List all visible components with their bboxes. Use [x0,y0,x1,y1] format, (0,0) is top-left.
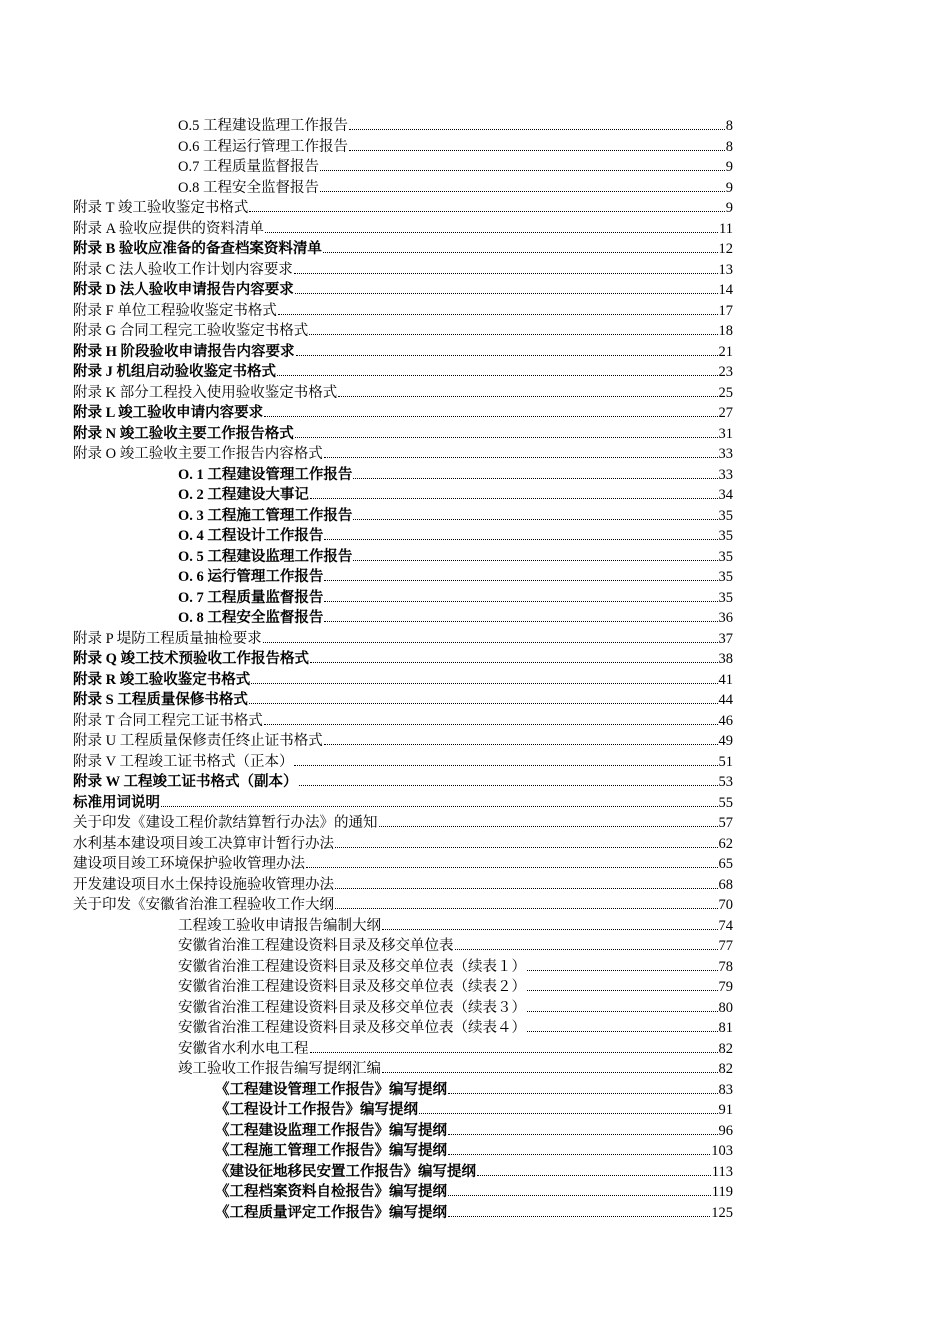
toc-dot-leader [251,683,717,684]
toc-entry-title: 附录 H 阶段验收申请报告内容要求 [73,343,295,360]
toc-entry-page-number: 44 [718,692,733,708]
toc-entry-title: O.5 工程建设监理工作报告 [178,118,348,134]
toc-entry-title: O.6 工程运行管理工作报告 [178,138,348,155]
toc-entry-page-number: 62 [718,835,733,852]
toc-entry[interactable] [73,813,733,834]
toc-entry-page-number: 35 [718,569,733,585]
toc-entry-title: 附录 S 工程质量保修书格式 [73,692,248,708]
toc-entry-title: 《建设征地移民安置工作报告》编写提纲 [215,1163,476,1180]
toc-entry-page-number: 82 [718,1040,733,1057]
toc-dot-leader [527,1031,718,1032]
toc-dot-leader [309,334,717,335]
toc-entry-title: O. 1 工程建设管理工作报告 [178,466,353,483]
toc-entry[interactable] [73,936,733,957]
toc-dot-leader [277,375,718,376]
toc-dot-leader [324,580,717,581]
toc-dot-leader [294,765,717,766]
toc-entry-title: 安徽省治淮工程建设资料目录及移交单位表 [178,938,454,954]
toc-entry-title: 附录 N 竣工验收主要工作报告格式 [73,425,294,442]
toc-dot-leader [349,129,725,130]
toc-entry[interactable] [73,1018,733,1039]
toc-entry[interactable] [73,1162,733,1183]
toc-entry-title: 安徽省治淮工程建设资料目录及移交单位表（续表３） [178,999,526,1016]
toc-dot-leader [306,867,718,868]
toc-entry[interactable] [73,731,733,752]
toc-entry-page-number: 9 [725,179,733,196]
toc-dot-leader [527,990,718,991]
toc-entry-page-number: 83 [718,1081,733,1098]
toc-dot-leader [382,929,718,930]
toc-entry-title: 安徽省治淮工程建设资料目录及移交单位表（续表１） [178,958,526,975]
toc-entry[interactable] [73,485,733,506]
toc-entry-page-number: 51 [718,753,733,770]
toc-entry-page-number: 21 [718,343,733,360]
toc-dot-leader [527,1011,718,1012]
toc-entry[interactable] [73,895,733,916]
toc-entry-title: 附录 R 竣工验收鉴定书格式 [73,671,251,688]
toc-entry-title: 安徽省治淮工程建设资料目录及移交单位表（续表４） [178,1020,526,1036]
toc-entry[interactable] [73,1141,733,1162]
toc-entry-title: 附录 T 合同工程完工证书格式 [73,712,263,729]
toc-entry-title: O.8 工程安全监督报告 [178,179,319,196]
toc-entry[interactable] [73,526,733,547]
toc-entry[interactable] [73,649,733,670]
toc-entry-page-number: 41 [718,671,733,688]
toc-entry-title: O. 3 工程施工管理工作报告 [178,507,353,524]
toc-entry-title: 《工程档案资料自检报告》编写提纲 [215,1184,447,1200]
toc-entry[interactable] [73,567,733,588]
toc-entry-page-number: 35 [718,548,733,565]
toc-entry[interactable] [73,342,733,363]
toc-entry[interactable] [73,383,733,404]
toc-entry-title: 标准用词说明 [73,794,160,811]
toc-entry-page-number: 68 [718,876,733,893]
toc-dot-leader [448,1154,710,1155]
toc-dot-leader [265,232,718,233]
toc-entry[interactable] [73,957,733,978]
toc-entry-page-number: 34 [718,487,733,503]
toc-entry-page-number: 81 [718,1020,733,1036]
toc-dot-leader [448,1093,718,1094]
toc-entry[interactable] [73,362,733,383]
toc-entry-title: 附录 A 验收应提供的资料清单 [73,220,264,237]
toc-entry-page-number: 57 [718,815,733,831]
toc-entry-page-number: 70 [718,897,733,913]
toc-entry-page-number: 103 [711,1143,733,1159]
toc-entry-title: 《工程建设管理工作报告》编写提纲 [215,1081,447,1098]
toc-entry[interactable] [73,1100,733,1121]
toc-dot-leader [382,1072,718,1073]
toc-entry-title: 附录 V 工程竣工证书格式（正本） [73,753,294,770]
toc-entry-title: 水利基本建设项目竣工决算审计暂行办法 [73,835,334,852]
toc-entry-title: 《工程质量评定工作报告》编写提纲 [215,1204,447,1221]
toc-dot-leader [249,211,724,212]
toc-dot-leader [448,1195,711,1196]
toc-entry-title: 附录 P 堤防工程质量抽检要求 [73,630,262,647]
toc-entry[interactable] [73,977,733,998]
toc-entry-title: 《工程施工管理工作报告》编写提纲 [215,1143,447,1159]
toc-entry-page-number: 9 [725,200,733,216]
toc-entry-page-number: 49 [718,733,733,749]
toc-entry[interactable] [73,1059,733,1080]
toc-entry[interactable] [73,424,733,445]
toc-entry-page-number: 37 [718,630,733,647]
toc-entry[interactable] [73,280,733,301]
toc-entry-page-number: 74 [718,917,733,934]
toc-entry[interactable] [73,752,733,773]
toc-dot-leader [295,437,718,438]
toc-entry[interactable] [73,875,733,896]
toc-entry-title: O. 7 工程质量监督报告 [178,589,324,606]
toc-entry-title: O.7 工程质量监督报告 [178,159,319,175]
toc-entry-title: 附录 W 工程竣工证书格式（副本） [73,774,298,790]
toc-entry[interactable] [73,690,733,711]
toc-dot-leader [278,314,718,315]
toc-dot-leader [353,478,717,479]
toc-entry[interactable] [73,854,733,875]
toc-entry-title: 附录 D 法人验收申请报告内容要求 [73,282,294,298]
toc-entry-title: 《工程建设监理工作报告》编写提纲 [215,1122,447,1139]
toc-dot-leader [477,1175,711,1176]
toc-dot-leader [263,642,718,643]
toc-entry[interactable] [73,157,733,178]
toc-entry-page-number: 79 [718,979,733,995]
toc-entry-title: 附录 G 合同工程完工验收鉴定书格式 [73,323,309,339]
toc-dot-leader [335,847,718,848]
toc-dot-leader [310,498,718,499]
toc-dot-leader [161,806,718,807]
toc-entry-page-number: 96 [718,1122,733,1139]
toc-entry[interactable] [73,1080,733,1101]
toc-entry-page-number: 65 [718,856,733,872]
toc-entry-title: O. 8 工程安全监督报告 [178,610,324,626]
toc-entry-title: 安徽省治淮工程建设资料目录及移交单位表（续表２） [178,979,526,995]
toc-entry-page-number: 18 [718,323,733,339]
toc-dot-leader [448,1134,718,1135]
toc-dot-leader [324,621,717,622]
toc-entry-page-number: 33 [718,466,733,483]
table-of-contents [73,116,733,1223]
toc-entry-page-number: 38 [718,651,733,667]
toc-entry[interactable] [73,219,733,240]
toc-entry[interactable] [73,998,733,1019]
toc-entry-title: 附录 J 机组启动验收鉴定书格式 [73,364,276,380]
toc-entry-title: 开发建设项目水土保持设施验收管理办法 [73,876,334,893]
toc-entry-title: O. 4 工程设计工作报告 [178,528,324,544]
toc-entry-page-number: 12 [718,241,733,257]
toc-entry-page-number: 80 [718,999,733,1016]
toc-entry[interactable] [73,608,733,629]
toc-entry-title: 附录 T 竣工验收鉴定书格式 [73,200,249,216]
toc-entry-page-number: 46 [718,712,733,729]
toc-entry[interactable] [73,198,733,219]
toc-dot-leader [249,703,718,704]
toc-dot-leader [294,273,718,274]
toc-entry[interactable] [73,1039,733,1060]
toc-entry-page-number: 9 [725,159,733,175]
toc-dot-leader [310,1052,718,1053]
toc-entry-page-number: 13 [718,261,733,278]
toc-entry-title: 附录 O 竣工验收主要工作报告内容格式 [73,446,323,462]
toc-dot-leader [299,785,718,786]
toc-entry-title: 竣工验收工作报告编写提纲汇编 [178,1061,381,1077]
toc-entry-title: 安徽省水利水电工程 [178,1040,309,1057]
toc-entry-page-number: 27 [718,405,733,421]
toc-dot-leader [349,150,725,151]
toc-dot-leader [324,457,718,458]
toc-entry-title: 附录 C 法人验收工作计划内容要求 [73,261,293,278]
toc-entry-title: O. 6 运行管理工作报告 [178,569,324,585]
toc-dot-leader [310,662,717,663]
toc-entry-page-number: 33 [718,446,733,462]
toc-entry-title: O. 2 工程建设大事记 [178,487,309,503]
toc-entry-title: 关于印发《建设工程价款结算暂行办法》的通知 [73,815,378,831]
toc-dot-leader [296,355,718,356]
toc-dot-leader [324,601,717,602]
toc-entry-page-number: 55 [718,794,733,811]
toc-entry-page-number: 8 [725,138,733,155]
toc-dot-leader [379,826,718,827]
toc-entry-page-number: 31 [718,425,733,442]
toc-entry-title: 工程竣工验收申请报告编制大纲 [178,917,381,934]
toc-entry-page-number: 8 [725,118,733,134]
toc-dot-leader [264,416,717,417]
toc-dot-leader [353,560,717,561]
toc-dot-leader [353,519,717,520]
toc-entry-page-number: 119 [711,1184,733,1200]
toc-dot-leader [335,908,718,909]
toc-entry-page-number: 23 [718,364,733,380]
toc-entry[interactable] [73,834,733,855]
toc-entry-page-number: 11 [719,220,733,237]
toc-entry[interactable] [73,403,733,424]
toc-entry[interactable] [73,711,733,732]
toc-entry-page-number: 35 [718,507,733,524]
toc-entry-page-number: 77 [718,938,733,954]
toc-entry[interactable] [73,547,733,568]
toc-entry[interactable] [73,793,733,814]
toc-entry[interactable] [73,465,733,486]
toc-dot-leader [295,293,718,294]
toc-entry-page-number: 78 [718,958,733,975]
toc-entry-page-number: 82 [718,1061,733,1077]
toc-entry-page-number: 91 [718,1102,733,1118]
toc-entry-title: 附录 L 竣工验收申请内容要求 [73,405,264,421]
toc-entry-title: 附录 K 部分工程投入使用验收鉴定书格式 [73,384,338,401]
toc-entry-page-number: 125 [711,1204,733,1221]
toc-dot-leader [323,252,718,253]
toc-entry[interactable] [73,116,733,137]
toc-entry[interactable] [73,137,733,158]
toc-entry[interactable] [73,916,733,937]
toc-entry-title: 附录 Q 竣工技术预验收工作报告格式 [73,651,310,667]
toc-entry[interactable] [73,260,733,281]
toc-entry[interactable] [73,239,733,260]
toc-entry[interactable] [73,588,733,609]
toc-entry-title: 附录 U 工程质量保修责任终止证书格式 [73,733,323,749]
toc-entry[interactable] [73,444,733,465]
toc-entry-title: 附录 F 单位工程验收鉴定书格式 [73,302,277,319]
toc-entry-page-number: 25 [718,384,733,401]
toc-dot-leader [448,1216,710,1217]
toc-entry-title: 《工程设计工作报告》编写提纲 [215,1102,418,1118]
toc-entry[interactable] [73,506,733,527]
toc-entry-page-number: 35 [718,528,733,544]
toc-entry-page-number: 36 [718,610,733,626]
toc-dot-leader [419,1113,718,1114]
toc-dot-leader [320,170,725,171]
toc-dot-leader [264,724,718,725]
toc-entry-page-number: 113 [711,1163,733,1180]
toc-dot-leader [527,970,718,971]
toc-dot-leader [335,888,718,889]
toc-entry[interactable] [73,178,733,199]
toc-entry[interactable] [73,1121,733,1142]
toc-entry[interactable] [73,670,733,691]
toc-entry-title: 附录 B 验收应准备的备查档案资料清单 [73,241,322,257]
toc-entry[interactable] [73,321,733,342]
toc-entry[interactable] [73,1203,733,1224]
toc-dot-leader [455,949,718,950]
toc-entry[interactable] [73,629,733,650]
toc-entry-page-number: 35 [718,589,733,606]
toc-entry-page-number: 14 [718,282,733,298]
toc-entry-title: 关于印发《安徽省治淮工程验收工作大纲 [73,897,334,913]
toc-dot-leader [320,191,725,192]
toc-entry[interactable] [73,301,733,322]
toc-entry-page-number: 53 [718,774,733,790]
toc-dot-leader [338,396,717,397]
toc-dot-leader [324,539,717,540]
toc-entry[interactable] [73,772,733,793]
toc-entry[interactable] [73,1182,733,1203]
toc-entry-title: 建设项目竣工环境保护验收管理办法 [73,856,305,872]
toc-dot-leader [324,744,718,745]
toc-entry-page-number: 17 [718,302,733,319]
toc-entry-title: O. 5 工程建设监理工作报告 [178,548,353,565]
